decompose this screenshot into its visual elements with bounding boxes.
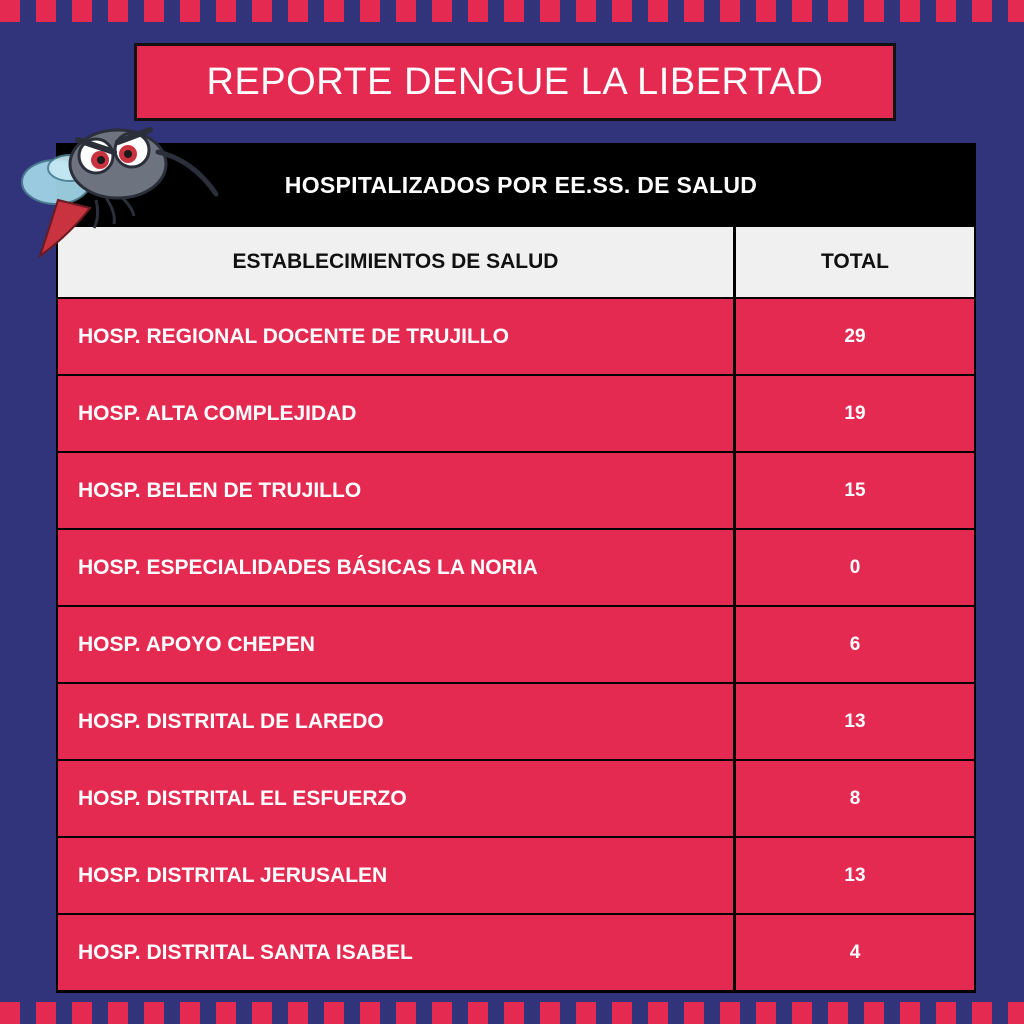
- row-establishment: HOSP. ALTA COMPLEJIDAD: [58, 376, 736, 451]
- table-row: [58, 915, 974, 990]
- table-header: HOSPITALIZADOS POR EE.SS. DE SALUD: [58, 145, 974, 225]
- hospitalized-table: [56, 143, 976, 993]
- title-banner: [134, 43, 896, 121]
- table-row: [58, 376, 974, 453]
- table-row: [58, 453, 974, 530]
- row-total: 6: [849, 633, 861, 655]
- table-row: [58, 607, 974, 684]
- row-total: 13: [844, 710, 866, 732]
- row-total: 13: [844, 864, 866, 886]
- row-establishment: HOSP. APOYO CHEPEN: [58, 607, 736, 682]
- row-establishment: HOSP. DISTRITAL JERUSALEN: [58, 838, 736, 913]
- bottom-stripe-border: [0, 1002, 1024, 1024]
- column-header-total: TOTAL: [820, 250, 890, 273]
- row-establishment: HOSP. DISTRITAL DE LAREDO: [58, 684, 736, 759]
- page-title: REPORTE DENGUE LA LIBERTAD: [206, 60, 824, 103]
- row-total: 4: [849, 941, 861, 963]
- table-row: [58, 684, 974, 761]
- row-total: 0: [849, 556, 861, 578]
- top-stripe-border: [0, 0, 1024, 22]
- table-row: [58, 761, 974, 838]
- row-establishment: HOSP. DISTRITAL EL ESFUERZO: [58, 761, 736, 836]
- row-establishment: HOSP. REGIONAL DOCENTE DE TRUJILLO: [58, 299, 736, 374]
- table-row: [58, 838, 974, 915]
- mosquito-icon: [18, 112, 228, 262]
- row-establishment: HOSP. ESPECIALIDADES BÁSICAS LA NORIA: [58, 530, 736, 605]
- column-header-establishment: ESTABLECIMIENTOS DE SALUD: [58, 227, 736, 297]
- row-establishment: HOSP. BELEN DE TRUJILLO: [58, 453, 736, 528]
- row-total: 15: [844, 479, 866, 501]
- row-establishment: HOSP. DISTRITAL SANTA ISABEL: [58, 915, 736, 990]
- table-row: [58, 299, 974, 376]
- table-row: [58, 530, 974, 607]
- row-total: 19: [844, 402, 866, 424]
- row-total: 8: [849, 787, 861, 809]
- row-total: 29: [844, 325, 866, 347]
